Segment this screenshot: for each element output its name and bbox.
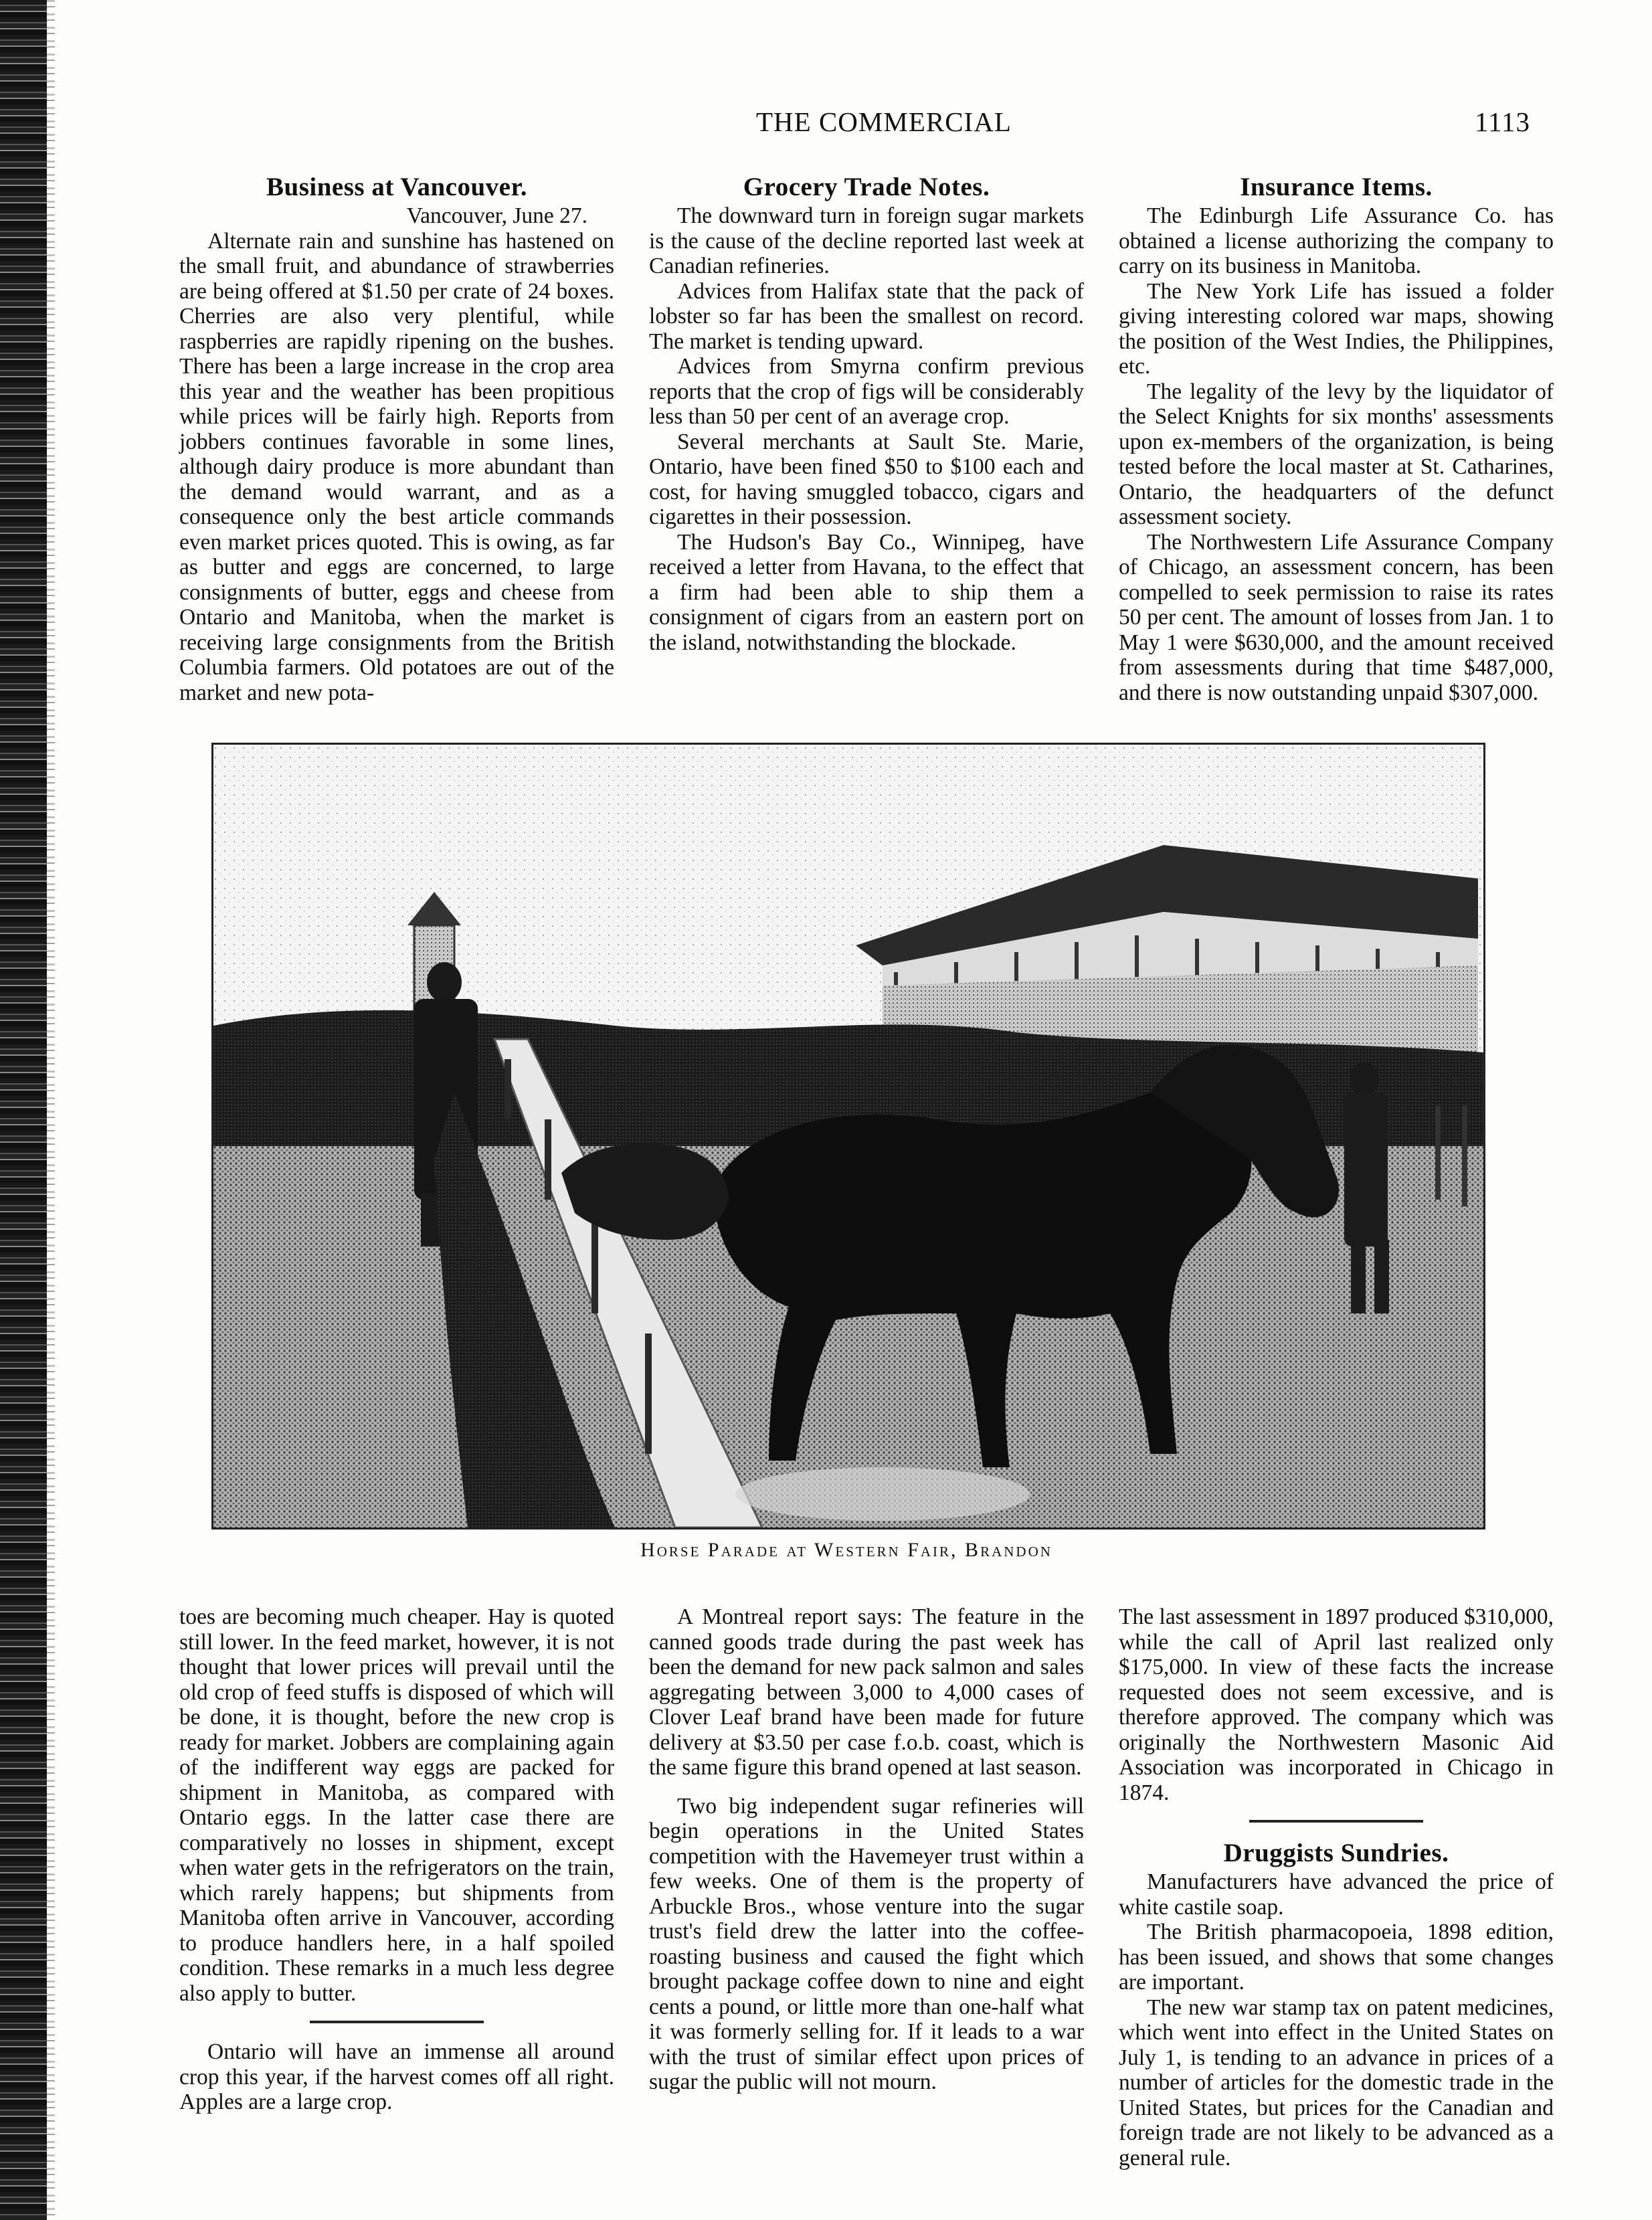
- insurance-paragraph: The Northwestern Life Assurance Company of Chicago, an assessment concern, has been compelled to seek permission to raise its rates 50 per cent. The amount of losses from Jan. 1 to May 1 were $630,000, and the amount received from assessments during that time $487,000, and there is now outstanding unpaid $307,000.: [1119, 529, 1554, 705]
- paragraph-gap: [649, 1780, 1084, 1794]
- insurance-headline: Insurance Items.: [1240, 173, 1433, 201]
- binding-edge-shadow: [47, 0, 55, 2220]
- insurance-paragraph: The New York Life has issued a folder giving interesting colored war maps, showing the position of the West Indies, the Philippines, etc.: [1119, 278, 1554, 379]
- vancouver-dateline: Vancouver, June 27.: [406, 203, 587, 228]
- vancouver-body-part1: Alternate rain and sunshine has hastened on the small fruit, and abundance of strawberries are being offered at $1.50 per crate of 24 boxes. Cherries are also very plentiful, while raspberries are rapidly ripening on the bushes. There has been a large increase in the crop area this year and the weather has been propitious while prices will be fairly high. Reports from jobbers continues favorable in some lines, although dairy produce is more abundant than the demand would warrant, and as a consequence only the best article commands even market prices quoted. This is owing, as far as butter and eggs are concerned, to large consignments of butter, eggs and cheese from Ontario and Manitoba, when the market is receiving large consignments from the British Columbia farmers. Old potatoes are out of the market and new pota-: [179, 228, 614, 705]
- druggists-headline: Druggists Sundries.: [1223, 1839, 1449, 1867]
- column-vancouver: [179, 173, 614, 705]
- insurance-paragraph: The Edinburgh Life Assurance Co. has obtained a license authorizing the company to carry on its business in Manitoba.: [1119, 203, 1554, 278]
- binding-edge: [0, 0, 47, 2220]
- column-insurance-druggists: [1119, 1604, 1554, 2170]
- grocery-paragraph: Advices from Halifax state that the pack of lobster so far has been the smallest on record. The market is tending upward.: [649, 278, 1084, 354]
- druggists-paragraph: Manufacturers have advanced the price of white castile soap.: [1119, 1869, 1554, 1920]
- grocery-paragraph: Several merchants at Sault Ste. Marie, Ontario, have been fined $50 to $100 each and cost, for having smuggled tobacco, cigars and cigarettes in their possession.: [649, 429, 1084, 529]
- divider-rule: [310, 2021, 484, 2023]
- vancouver-headline: Business at Vancouver.: [266, 173, 527, 201]
- sugar-refineries-note: Two big independent sugar refineries will begin operations in the United States competition with the Havemeyer trust within a few weeks. One of them is the property of Arbuckle Bros., whose venture into the sugar trust's field drew the latter into the coffee-roasting business and caused the fight which brought package coffee down to nine and eight cents a pound, or little more than one-half what it was formerly selling for. If it leads to a war with the trust of similar effect upon prices of sugar the public will not mourn.: [649, 1793, 1084, 2094]
- insurance-paragraph: The legality of the levy by the liquidator of the Select Knights for six months' assessments upon ex-members of the organization, is being tested before the local master at St. Catharines, Ontario, the headquarters of the defunct assessment society.: [1119, 379, 1554, 529]
- column-grocery: [649, 173, 1084, 655]
- montreal-report: A Montreal report says: The feature in the canned goods trade during the past week has been the demand for new pack salmon and sales aggregating between 3,000 to 4,000 cases of Clover Leaf brand have been made for future delivery at $3.50 per case f.o.b. coast, which is the same figure this brand opened at last season.: [649, 1604, 1084, 1780]
- grocery-headline: Grocery Trade Notes.: [743, 173, 990, 201]
- grocery-paragraph: Advices from Smyrna confirm previous reports that the crop of figs will be considerably less than 50 per cent of an average crop.: [649, 354, 1084, 429]
- column-insurance: [1119, 173, 1554, 705]
- grocery-paragraph: The Hudson's Bay Co., Winnipeg, have received a letter from Havana, to the effect that a firm had been able to ship them a consignment of cigars from an eastern port on the island, notwithstanding the blockade.: [649, 529, 1084, 655]
- vancouver-body-part2: toes are becoming much cheaper. Hay is quoted still lower. In the feed market, however, it is not thought that lower prices will prevail until the old crop of feed stuffs is disposed of which will be done, it is thought, before the new crop is ready for market. Jobbers are complaining again of the indifferent way eggs are packed for shipment in Manitoba, as compared with Ontario eggs. In the latter case there are comparatively no losses in shipment, except when water gets in the refrigerators on the train, which rarely happens; but shipments from Manitoba often arrive in Vancouver, according to produce handlers here, in a half spoiled condition. These remarks in a much less degree also apply to butter.: [179, 1604, 614, 2006]
- insurance-continued: The last assessment in 1897 produced $310,000, while the call of April last realized only $175,000. In view of these facts the increase requested does not seem excessive, and is therefore approved. The company which was originally the Northwestern Masonic Aid Association was incorporated in Chicago in 1874.: [1119, 1604, 1554, 1805]
- photo-caption: Horse Parade at Western Fair, Brandon: [640, 1539, 1052, 1561]
- journal-title: THE COMMERCIAL: [756, 106, 1012, 137]
- column-grocery-continued: [649, 1604, 1084, 2095]
- column-vancouver-continued: [179, 1604, 614, 2115]
- druggists-paragraph: The British pharmacopoeia, 1898 edition, has been issued, and shows that some changes are important.: [1119, 1920, 1554, 1995]
- druggists-paragraph: The new war stamp tax on patent medicines, which went into effect in the United States on July 1, is tending to an advance in prices of a number of articles for the domestic trade in the United States, but prices for the Canadian and foreign trade are not likely to be advanced as a general rule.: [1119, 1995, 1554, 2170]
- ontario-note: Ontario will have an immense all around crop this year, if the harvest comes off all right. Apples are a large crop.: [179, 2039, 614, 2114]
- horse-parade-photo: [211, 743, 1485, 1530]
- page-number: 1113: [1475, 106, 1530, 137]
- grocery-paragraph: The downward turn in foreign sugar markets is the cause of the decline reported last week at Canadian refineries.: [649, 203, 1084, 278]
- divider-rule: [1249, 1820, 1423, 1823]
